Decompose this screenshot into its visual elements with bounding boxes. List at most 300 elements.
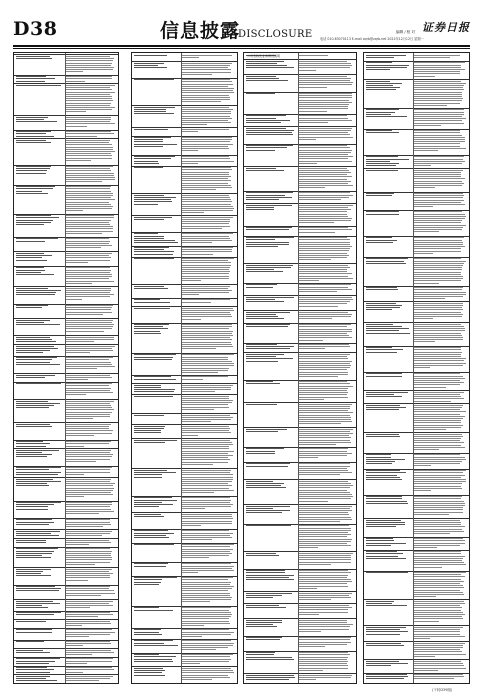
text-line <box>414 253 433 254</box>
text-line <box>16 322 44 323</box>
text-line <box>66 359 109 360</box>
text-line <box>414 150 438 151</box>
table-cell-label <box>364 53 414 61</box>
text-line <box>16 260 47 261</box>
text-line <box>182 376 228 377</box>
text-line <box>66 123 115 124</box>
text-line <box>299 521 340 522</box>
text-line <box>16 348 58 349</box>
text-line <box>16 117 48 118</box>
table-cell-label <box>244 636 299 651</box>
table-row <box>132 215 237 233</box>
text-line <box>246 483 284 484</box>
table-cell-text <box>64 54 118 74</box>
text-line <box>182 238 230 239</box>
text-line <box>182 563 231 564</box>
table-cell-text <box>297 323 356 343</box>
text-line <box>182 233 233 234</box>
text-line <box>16 472 61 473</box>
text-line <box>299 528 351 529</box>
table-cell-text <box>180 257 237 285</box>
table-cell-label <box>364 673 414 683</box>
table-row <box>244 191 356 204</box>
text-line <box>299 545 351 546</box>
text-line <box>16 504 54 505</box>
text-line <box>16 352 43 353</box>
text-line <box>66 352 90 353</box>
text-line <box>299 390 347 391</box>
text-line <box>66 621 110 622</box>
text-line <box>246 76 276 77</box>
text-line <box>246 120 290 121</box>
table-cell-text <box>412 659 469 672</box>
text-line <box>66 426 109 427</box>
text-line <box>414 328 465 329</box>
text-line <box>414 163 462 164</box>
table-row <box>244 203 356 226</box>
text-line <box>299 466 350 467</box>
text-line <box>414 349 461 350</box>
text-line <box>182 634 231 635</box>
text-line <box>66 669 114 670</box>
table-cell-label <box>14 382 66 399</box>
text-line <box>414 425 463 426</box>
text-line <box>66 136 97 137</box>
text-line <box>66 553 111 554</box>
table-cell-text <box>180 127 237 135</box>
text-line <box>366 261 404 262</box>
text-line <box>66 142 109 143</box>
page-number: D38 <box>13 18 58 40</box>
text-line <box>414 678 454 679</box>
text-line <box>414 483 462 484</box>
text-line <box>366 661 399 662</box>
text-line <box>182 677 230 678</box>
text-line <box>246 265 293 266</box>
text-line <box>246 227 292 228</box>
text-line <box>182 212 204 213</box>
text-line <box>66 307 112 308</box>
text-line <box>16 270 45 271</box>
text-line <box>16 454 52 455</box>
text-line <box>414 579 461 580</box>
text-line <box>66 324 114 325</box>
table-row <box>244 236 356 264</box>
text-line <box>414 347 461 348</box>
text-line <box>182 249 232 250</box>
text-line <box>16 641 44 642</box>
text-line <box>414 621 439 622</box>
text-line <box>66 85 115 86</box>
text-line <box>66 575 110 576</box>
text-line <box>16 540 46 541</box>
table-cell-label <box>132 468 182 496</box>
table-row <box>244 524 356 552</box>
text-line <box>66 548 110 549</box>
text-line <box>246 510 290 511</box>
text-line <box>182 139 232 140</box>
text-line <box>16 672 50 673</box>
text-line <box>414 654 466 655</box>
text-line <box>414 512 463 513</box>
text-line <box>66 379 88 380</box>
text-line <box>299 429 353 430</box>
text-line <box>16 121 57 122</box>
table-row <box>244 427 356 448</box>
table-cell-text <box>297 74 356 91</box>
text-line <box>299 629 349 630</box>
text-line <box>16 446 46 447</box>
text-line <box>182 464 213 465</box>
text-line <box>66 667 112 668</box>
text-line <box>134 474 162 475</box>
text-line <box>366 376 402 377</box>
text-line <box>134 67 167 68</box>
text-line <box>414 496 462 497</box>
table-cell-text <box>64 399 118 422</box>
text-line <box>182 197 230 198</box>
text-line <box>134 477 162 478</box>
text-line <box>299 612 348 613</box>
text-line <box>182 107 229 108</box>
text-line <box>182 607 231 608</box>
table-cell-label <box>132 353 182 375</box>
text-line <box>66 309 111 310</box>
text-line <box>66 443 109 444</box>
text-line <box>66 672 83 673</box>
text-line <box>414 139 465 140</box>
text-line <box>299 444 336 445</box>
text-line <box>182 553 232 554</box>
text-line <box>414 507 463 508</box>
text-line <box>16 362 50 363</box>
text-line <box>134 195 164 196</box>
table-cell-text <box>64 130 118 139</box>
text-line <box>182 290 232 291</box>
text-line <box>66 208 112 209</box>
text-line <box>182 156 229 157</box>
table-cell-label <box>132 576 182 606</box>
text-line <box>182 419 231 420</box>
text-line <box>182 342 231 343</box>
text-line <box>182 500 231 501</box>
text-line <box>414 373 460 374</box>
text-line <box>182 586 234 587</box>
table-cell-label <box>364 210 414 236</box>
text-line <box>16 548 58 549</box>
text-line <box>299 455 347 456</box>
text-line <box>366 116 407 117</box>
text-line <box>182 254 213 255</box>
text-line <box>414 583 460 584</box>
section-title-en: DISCLOSURE <box>238 29 313 40</box>
table-cell-text <box>180 323 237 353</box>
table-row <box>364 168 469 193</box>
text-line <box>16 573 41 574</box>
table-cell-label <box>14 529 66 538</box>
table-cell-text <box>64 611 118 620</box>
text-line <box>246 508 273 509</box>
text-line <box>414 242 463 243</box>
text-line <box>66 650 111 651</box>
text-line <box>182 92 234 93</box>
text-line <box>16 78 55 79</box>
text-line <box>299 490 347 491</box>
text-line <box>414 459 466 460</box>
text-line <box>299 372 348 373</box>
text-line <box>182 379 203 380</box>
text-line <box>16 456 47 457</box>
text-line <box>182 668 231 669</box>
table-cell-text <box>64 567 118 584</box>
text-line <box>414 195 464 196</box>
text-line <box>414 240 462 241</box>
text-line <box>299 280 319 281</box>
table-row <box>244 74 356 92</box>
text-line <box>182 189 216 190</box>
table-cell-label <box>244 283 299 295</box>
text-line <box>414 227 463 228</box>
text-line <box>182 643 234 644</box>
text-line <box>414 146 460 147</box>
text-line <box>299 273 352 274</box>
text-line <box>299 570 348 571</box>
table-cell-label <box>132 284 182 298</box>
text-line <box>366 629 400 630</box>
text-line <box>414 407 462 408</box>
text-line <box>246 595 282 596</box>
text-line <box>414 440 460 441</box>
text-line <box>246 487 286 488</box>
text-line <box>299 132 348 133</box>
table-row <box>14 422 118 440</box>
text-line <box>66 629 112 630</box>
text-line <box>414 376 463 377</box>
text-line <box>16 257 42 258</box>
text-line <box>366 347 392 348</box>
text-line <box>134 582 161 583</box>
table-cell-text <box>180 562 237 576</box>
table-row <box>244 651 356 674</box>
table-cell-label <box>14 501 66 518</box>
text-line <box>299 661 348 662</box>
text-line <box>414 647 463 648</box>
table-row <box>132 394 237 414</box>
text-line <box>182 324 232 325</box>
text-line <box>134 385 161 386</box>
text-line <box>246 205 292 206</box>
table-cell-label <box>14 335 66 344</box>
text-line <box>66 492 111 493</box>
text-line <box>299 267 350 268</box>
text-line <box>182 217 233 218</box>
table-cell-text <box>412 550 469 571</box>
text-line <box>182 485 232 486</box>
table-cell-label <box>132 562 182 576</box>
text-line <box>414 116 462 117</box>
table-cell-text <box>64 674 118 683</box>
text-line <box>66 375 110 376</box>
text-line <box>299 642 351 643</box>
table-column-3 <box>243 52 357 684</box>
text-line <box>66 257 111 258</box>
text-line <box>16 255 52 256</box>
table-cell-label <box>132 323 182 353</box>
text-line <box>16 324 60 325</box>
table-row <box>244 673 356 684</box>
text-line <box>366 240 397 241</box>
text-line <box>16 586 55 587</box>
table-row <box>364 390 469 404</box>
text-line <box>414 540 465 541</box>
text-line <box>182 444 233 445</box>
text-line <box>182 649 216 650</box>
text-line <box>299 361 352 362</box>
text-line <box>182 614 232 615</box>
text-line <box>134 109 166 110</box>
text-line <box>16 426 52 427</box>
text-line <box>134 504 173 505</box>
text-line <box>182 363 234 364</box>
text-line <box>299 575 348 576</box>
text-line <box>66 270 111 271</box>
table-cell-label <box>132 105 182 127</box>
text-line <box>414 85 464 86</box>
text-line <box>16 191 42 192</box>
text-line <box>182 333 232 334</box>
text-line <box>414 592 463 593</box>
text-line <box>16 383 61 384</box>
text-line <box>246 284 277 285</box>
text-line <box>134 544 174 545</box>
text-line <box>66 450 111 451</box>
text-line <box>182 269 229 270</box>
text-line <box>299 65 352 66</box>
text-line <box>246 316 278 317</box>
text-line <box>299 237 347 238</box>
text-line <box>182 675 228 676</box>
table-cell-text <box>297 144 356 166</box>
text-line <box>299 437 351 438</box>
table-cell-label <box>244 380 299 402</box>
text-line <box>66 392 113 393</box>
text-line <box>366 326 402 327</box>
table-cell-label <box>244 295 299 310</box>
text-line <box>414 294 466 295</box>
text-line <box>414 605 460 606</box>
text-line <box>134 240 175 241</box>
text-line <box>182 523 232 524</box>
text-line <box>414 429 446 430</box>
text-line <box>16 424 50 425</box>
text-line <box>182 654 233 655</box>
text-line <box>414 420 461 421</box>
text-line <box>246 67 294 68</box>
text-line <box>414 193 463 194</box>
table-row <box>132 136 237 156</box>
text-line <box>299 397 348 398</box>
table-cell-label <box>364 108 414 129</box>
text-line <box>366 459 405 460</box>
text-line <box>299 406 350 407</box>
text-line <box>182 273 229 274</box>
table-cell-label <box>14 304 66 318</box>
table-cell-text <box>412 403 469 432</box>
text-line <box>182 144 233 145</box>
table-cell-label <box>364 550 414 571</box>
text-line <box>414 638 430 639</box>
table-cell-label <box>14 373 66 382</box>
text-line <box>414 553 461 554</box>
text-line <box>246 637 282 638</box>
text-line <box>134 238 164 239</box>
table-row <box>244 462 356 480</box>
text-line <box>366 665 391 666</box>
text-line <box>182 640 231 641</box>
text-line <box>299 229 352 230</box>
text-line <box>16 614 54 615</box>
text-line <box>16 553 52 554</box>
table-cell-label <box>14 585 66 599</box>
text-line <box>66 96 112 97</box>
text-line <box>414 298 445 299</box>
text-line <box>414 83 466 84</box>
text-line <box>66 509 111 510</box>
text-line <box>134 139 163 140</box>
text-line <box>66 103 111 104</box>
text-line <box>299 100 349 101</box>
text-line <box>414 670 438 671</box>
table-cell-label <box>364 372 414 390</box>
text-line <box>66 643 111 644</box>
text-line <box>16 650 43 651</box>
text-line <box>66 483 115 484</box>
text-line <box>16 481 61 482</box>
text-line <box>414 581 464 582</box>
text-line <box>414 276 463 277</box>
text-line <box>16 224 44 225</box>
text-line <box>182 557 209 558</box>
text-line <box>299 419 351 420</box>
text-line <box>66 147 113 148</box>
text-line <box>246 63 277 64</box>
text-line <box>182 169 232 170</box>
text-line <box>299 174 347 175</box>
text-line <box>246 130 294 131</box>
table-cell-label <box>14 547 66 567</box>
text-line <box>66 193 113 194</box>
text-line <box>16 215 51 216</box>
table-row <box>14 399 118 423</box>
text-line <box>66 305 113 306</box>
text-line <box>134 389 175 390</box>
text-line <box>414 643 465 644</box>
text-line <box>16 557 51 558</box>
text-line <box>414 576 465 577</box>
text-line <box>414 465 431 466</box>
text-line <box>299 392 348 393</box>
text-line <box>414 490 431 491</box>
text-line <box>299 61 347 62</box>
table-cell-label <box>364 571 414 600</box>
text-line <box>414 674 463 675</box>
text-line <box>16 238 58 239</box>
text-line <box>299 257 347 258</box>
text-line <box>246 605 279 606</box>
table-cell-label <box>14 356 66 373</box>
text-line <box>182 492 214 493</box>
text-line <box>66 56 110 57</box>
